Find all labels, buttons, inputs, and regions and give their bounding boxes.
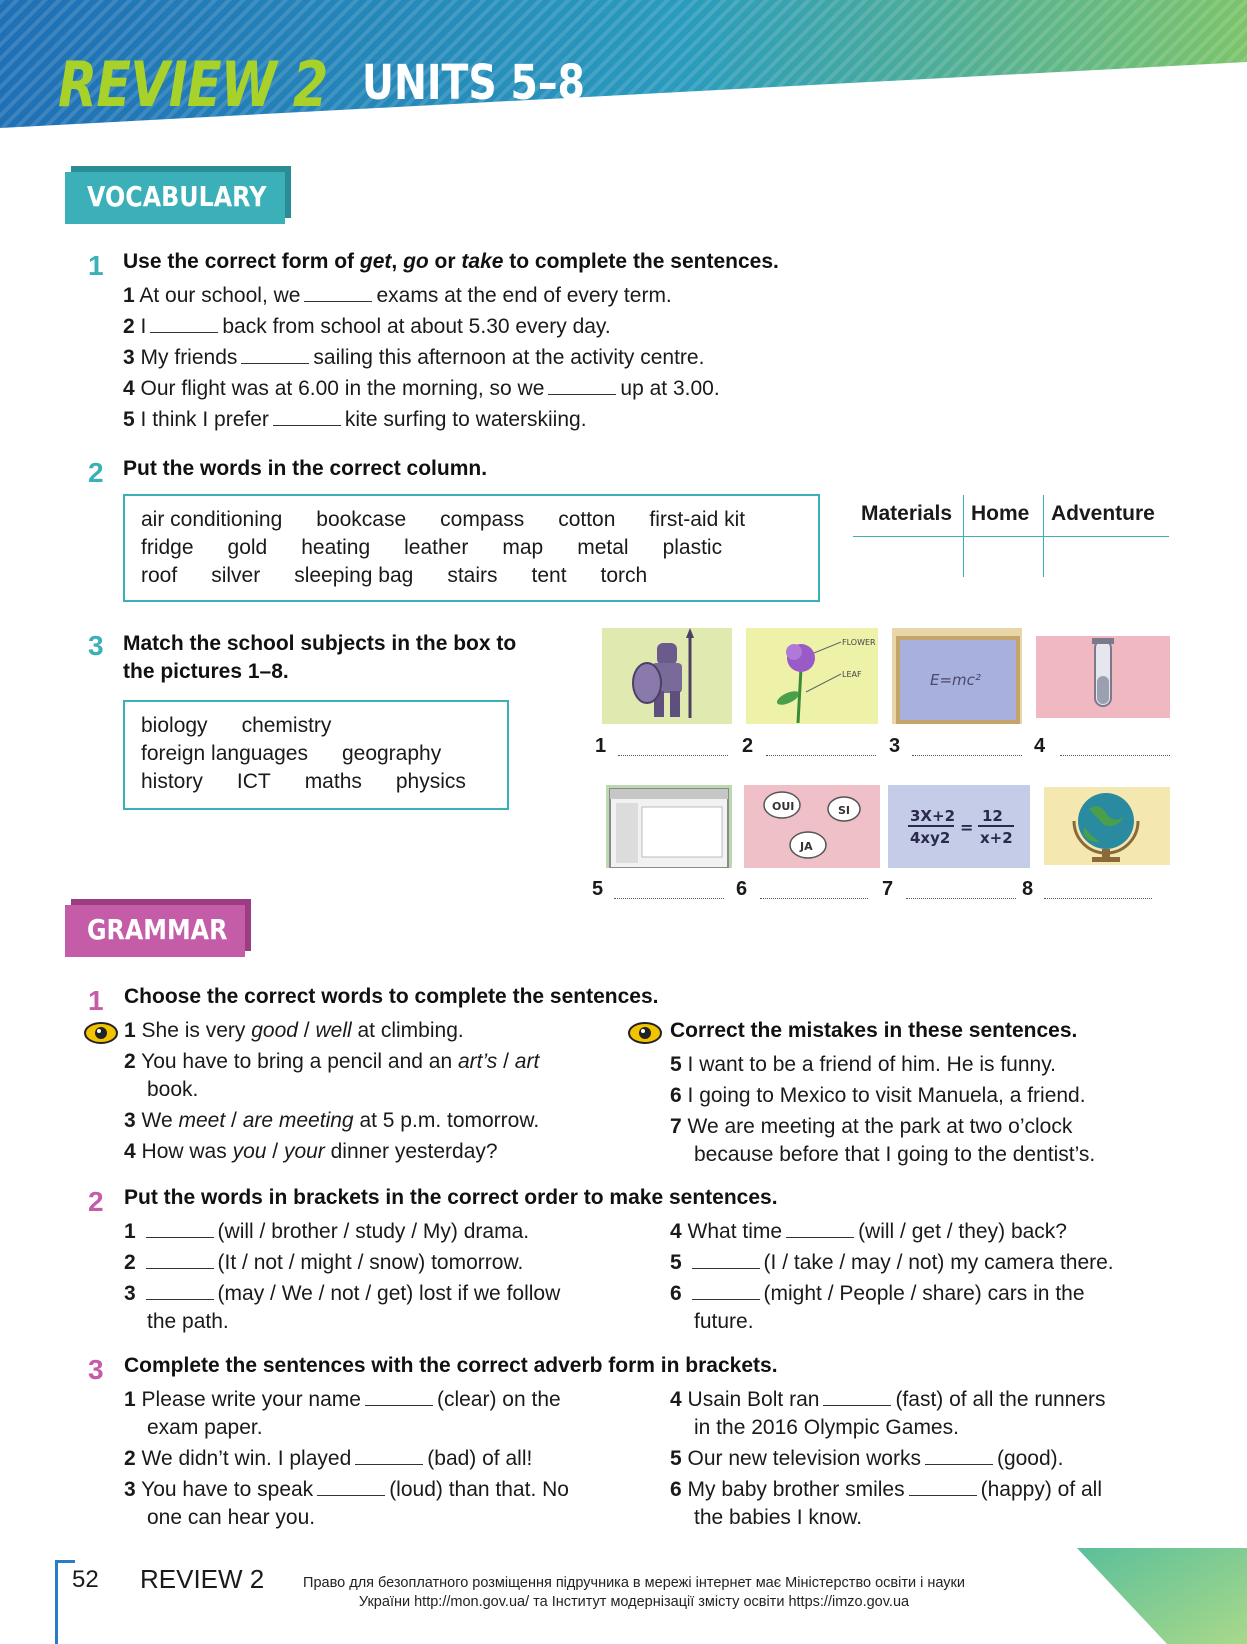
knight-illustration <box>602 628 732 724</box>
grammar-ex2-item: 5 (I / take / may / not) my camera there. <box>670 1251 1114 1274</box>
column-table <box>853 495 1169 577</box>
picture-number: 4 <box>1034 735 1046 757</box>
answer-line[interactable] <box>912 755 1022 756</box>
vocab-ex1-item: 1 At our school, we exams at the end of every term. <box>123 284 672 307</box>
picture-flower <box>746 628 878 724</box>
grammar-ex1-item-continuation: book. <box>147 1078 199 1101</box>
grammar-ex1-item: 2 You have to bring a pencil and an art’s / art <box>124 1050 540 1073</box>
computer-illustration <box>606 785 732 868</box>
answer-line[interactable] <box>1044 898 1152 899</box>
grammar-ex3-instruction: Complete the sentences with the correct adverb form in brackets. <box>124 1354 778 1377</box>
answer-blank[interactable] <box>146 1251 214 1269</box>
answer-blank[interactable] <box>786 1220 854 1238</box>
picture-number: 1 <box>595 735 607 757</box>
grammar-ex2-item-continuation: future. <box>694 1310 754 1333</box>
footer-accent-bar <box>55 1560 75 1563</box>
grammar-ex1-item: 5 I want to be a friend of him. He is funny. <box>670 1053 1056 1076</box>
column-header-materials: Materials <box>861 502 953 525</box>
test-tube-illustration <box>1036 636 1170 718</box>
picture-number: 2 <box>742 735 754 757</box>
flower-illustration <box>746 628 878 724</box>
vocab-ex1-item: 3 My friends sailing this afternoon at the activity centre. <box>123 346 705 369</box>
vocab-ex3-instruction: Match the school subjects in the box to the pictures 1–8. <box>123 632 517 683</box>
grammar-ex1-item: 1 She is very good / well at climbing. <box>124 1019 464 1042</box>
grammar-ex3-item-continuation: in the 2016 Olympic Games. <box>694 1416 959 1439</box>
answer-blank[interactable] <box>692 1282 760 1300</box>
answer-blank[interactable] <box>273 408 341 426</box>
footer-title: REVIEW 2 <box>140 1564 265 1594</box>
picture-number: 6 <box>736 878 748 900</box>
vocab-ex1-item: 5 I think I prefer kite surfing to waterskiing. <box>123 408 587 431</box>
picture-computer-screen <box>606 785 732 868</box>
grammar-ex3-number: 3 <box>88 1354 104 1385</box>
picture-number: 7 <box>882 878 894 900</box>
corner-decoration <box>1077 1548 1247 1644</box>
equation-term: 3X+2 <box>910 807 956 825</box>
page-number: 52 <box>72 1566 99 1593</box>
answer-line[interactable] <box>760 898 868 899</box>
column-divider <box>853 536 1169 537</box>
grammar-ex3-item: 3 You have to speak (loud) than that. No <box>124 1478 569 1501</box>
answer-blank[interactable] <box>150 315 218 333</box>
answer-line[interactable] <box>618 755 728 756</box>
equation-term: x+2 <box>980 829 1013 847</box>
vocab-ex2-instruction: Put the words in the correct column. <box>123 457 488 480</box>
flower-label: FLOWER <box>842 638 876 647</box>
picture-number: 3 <box>889 735 901 757</box>
vocabulary-tag: VOCABULARY <box>65 172 285 224</box>
equation-illustration <box>888 785 1030 868</box>
column-header-adventure: Adventure <box>1051 502 1155 525</box>
picture-equation <box>888 785 1030 868</box>
grammar-ex1-number: 1 <box>88 985 104 1016</box>
answer-blank[interactable] <box>317 1478 385 1496</box>
blackboard-illustration <box>892 628 1022 724</box>
grammar-ex3-item: 2 We didn’t win. I played (bad) of all! <box>124 1447 533 1470</box>
correct-mistakes-instruction: Correct the mistakes in these sentences. <box>670 1019 1078 1042</box>
column-divider <box>963 495 964 577</box>
equation-term: 4xy2 <box>910 829 951 847</box>
word-row: fridge gold heating leather map metal plastic <box>141 536 723 559</box>
picture-blackboard <box>892 628 1022 724</box>
grammar-tag: GRAMMAR <box>65 905 245 957</box>
grammar-ex1-item-continuation: because before that I going to the dentist’s. <box>694 1143 1096 1166</box>
answer-blank[interactable] <box>304 284 372 302</box>
eye-icon <box>84 1022 118 1044</box>
units-title: UNITS 5–8 <box>362 55 585 111</box>
grammar-ex3-item-continuation: exam paper. <box>147 1416 263 1439</box>
answer-line[interactable] <box>906 898 1016 899</box>
grammar-ex2-item: 4 What time (will / get / they) back? <box>670 1220 1067 1243</box>
answer-blank[interactable] <box>909 1478 977 1496</box>
footer-copyright-note: Право для безоплатного розміщення підручника в мережі інтернет має Міністерство освіти і науки України http://mon.gov.ua/ та Інститут модернізації змісту освіти https://imzo.gov.ua <box>303 1575 965 1610</box>
formula-text: E=mc² <box>930 671 981 689</box>
word-row: foreign languages geography <box>141 742 442 765</box>
grammar-ex3-item: 6 My baby brother smiles (happy) of all <box>670 1478 1103 1501</box>
answer-blank[interactable] <box>925 1447 993 1465</box>
picture-number: 8 <box>1022 878 1034 900</box>
picture-speech-bubbles <box>744 785 880 868</box>
answer-line[interactable] <box>614 898 724 899</box>
oui-text: OUI <box>772 800 795 813</box>
column-header-home: Home <box>971 502 1030 525</box>
grammar-ex1-instruction: Choose the correct words to complete the sentences. <box>124 985 659 1008</box>
vocab-ex1-item: 4 Our flight was at 6.00 in the morning, so we up at 3.00. <box>123 377 720 400</box>
grammar-ex2-item: 3 (may / We / not / get) lost if we follow <box>124 1282 561 1305</box>
grammar-ex3-item: 4 Usain Bolt ran (fast) of all the runners <box>670 1388 1106 1411</box>
answer-line[interactable] <box>766 755 876 756</box>
vocab-ex1-item: 2 I back from school at about 5.30 every day. <box>123 315 611 338</box>
si-text: SI <box>838 804 851 817</box>
equation-term: = <box>960 818 974 837</box>
vocab-ex1-instruction: Use the correct form of get, go or take to complete the sentences. <box>123 250 779 273</box>
footer-accent-bar <box>55 1560 58 1644</box>
header-banner <box>0 0 1247 130</box>
answer-blank[interactable] <box>241 346 309 364</box>
word-row: biology chemistry <box>141 714 332 737</box>
answer-blank[interactable] <box>355 1447 423 1465</box>
answer-blank[interactable] <box>146 1220 214 1238</box>
grammar-ex1-item: 6 I going to Mexico to visit Manuela, a friend. <box>670 1084 1086 1107</box>
grammar-ex3-item: 1 Please write your name (clear) on the <box>124 1388 561 1411</box>
vocab-ex3-number: 3 <box>88 630 104 661</box>
review-title: REVIEW 2 <box>58 48 328 121</box>
grammar-ex2-item: 2 (It / not / might / snow) tomorrow. <box>124 1251 524 1274</box>
grammar-ex1-item: 3 We meet / are meeting at 5 p.m. tomorrow. <box>124 1109 540 1132</box>
grammar-ex2-number: 2 <box>88 1186 104 1217</box>
vocab-ex1-number: 1 <box>88 250 104 281</box>
answer-blank[interactable] <box>548 377 616 395</box>
grammar-ex1-item: 4 How was you / your dinner yesterday? <box>124 1140 498 1163</box>
answer-blank[interactable] <box>146 1282 214 1300</box>
grammar-ex3-item-continuation: one can hear you. <box>147 1506 316 1529</box>
ja-text: JA <box>800 840 813 853</box>
leaf-label: LEAF <box>842 670 862 679</box>
grammar-ex3-item-continuation: the babies I know. <box>694 1506 863 1529</box>
equation-term: 12 <box>982 807 1003 825</box>
eye-icon <box>628 1022 662 1044</box>
picture-number: 5 <box>592 878 604 900</box>
picture-test-tube <box>1036 636 1170 718</box>
word-row: roof silver sleeping bag stairs tent torch <box>141 564 648 587</box>
word-row: air conditioning bookcase compass cotton first-aid kit <box>141 508 746 531</box>
grammar-ex2-item: 6 (might / People / share) cars in the <box>670 1282 1085 1305</box>
answer-blank[interactable] <box>365 1388 433 1406</box>
speech-bubbles-illustration <box>744 785 880 868</box>
vocab-ex3-word-box <box>123 700 509 810</box>
grammar-ex2-item-continuation: the path. <box>147 1310 229 1333</box>
picture-knight <box>602 628 732 724</box>
answer-blank[interactable] <box>823 1388 891 1406</box>
grammar-ex2-item: 1 (will / brother / study / My) drama. <box>124 1220 530 1243</box>
grammar-ex2-instruction: Put the words in brackets in the correct order to make sentences. <box>124 1186 778 1209</box>
column-divider <box>1043 495 1044 577</box>
grammar-ex1-item: 7 We are meeting at the park at two o’clock <box>670 1115 1073 1138</box>
word-row: history ICT maths physics <box>141 770 466 793</box>
vocab-ex2-number: 2 <box>88 457 104 488</box>
answer-line[interactable] <box>1060 755 1170 756</box>
vocab-ex2-word-box <box>123 494 820 602</box>
picture-globe <box>1044 787 1170 865</box>
globe-illustration <box>1044 787 1170 865</box>
grammar-ex3-item: 5 Our new television works (good). <box>670 1447 1064 1470</box>
answer-blank[interactable] <box>692 1251 760 1269</box>
